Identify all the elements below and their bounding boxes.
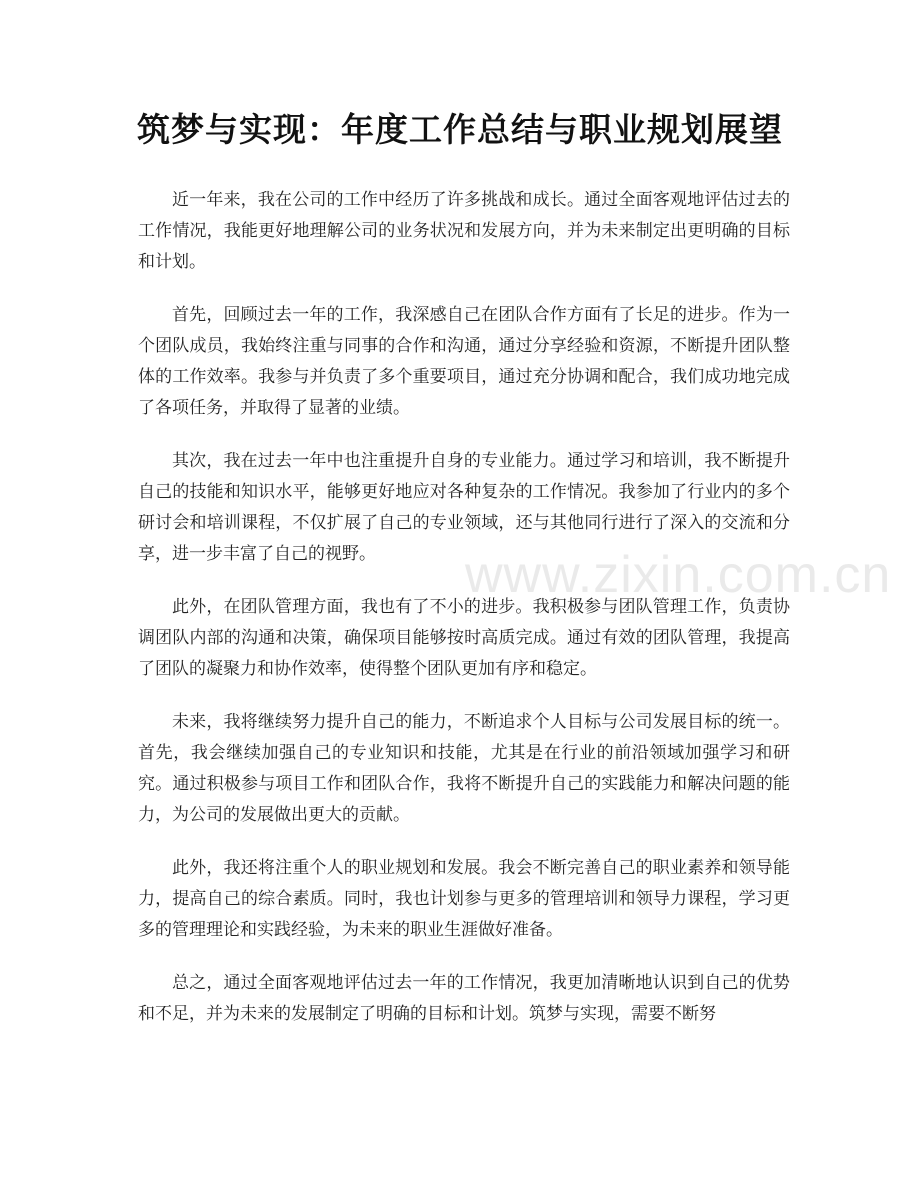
paragraph: 其次，我在过去一年中也注重提升自身的专业能力。通过学习和培训，我不断提升自己的技能和知识水平，能够更好地应对各种复杂的工作情况。我参加了行业内的多个研讨会和培训课程，不仅扩展了自己的专业领域，还与其他同行进行了深入的交流和分享，进一步丰富了自己的视野。 <box>138 451 790 564</box>
page-title: 筑梦与实现：年度工作总结与职业规划展望 <box>137 110 783 149</box>
document-body <box>138 185 790 1052</box>
paragraph: 此外，我还将注重个人的职业规划和发展。我会不断完善自己的职业素养和领导能力，提高自己的综合素质。同时，我也计划参与更多的管理培训和领导力课程，学习更多的管理理论和实践经验，为未来的职业生涯做好准备。 <box>138 858 790 940</box>
watermark: www.zixin.com.cn <box>465 546 892 604</box>
paragraph: 近一年来，我在公司的工作中经历了许多挑战和成长。通过全面客观地评估过去的工作情况，我能更好地理解公司的业务状况和发展方向，并为未来制定出更明确的目标和计划。 <box>138 190 790 272</box>
paragraph: 未来，我将继续努力提升自己的能力，不断追求个人目标与公司发展目标的统一。首先，我会继续加强自己的专业知识和技能，尤其是在行业的前沿领域加强学习和研究。通过积极参与项目工作和团队合作，我将不断提升自己的实践能力和解决问题的能力，为公司的发展做出更大的贡献。 <box>138 712 790 825</box>
paragraph: 首先，回顾过去一年的工作，我深感自己在团队合作方面有了长足的进步。作为一个团队成员，我始终注重与同事的合作和沟通，通过分享经验和资源，不断提升团队整体的工作效率。我参与并负责了多个重要项目，通过充分协调和配合，我们成功地完成了各项任务，并取得了显著的业绩。 <box>138 305 790 418</box>
paragraph: 总之，通过全面客观地评估过去一年的工作情况，我更加清晰地认识到自己的优势和不足，并为未来的发展制定了明确的目标和计划。筑梦与实现，需要不断努 <box>138 973 790 1024</box>
paragraph: 此外，在团队管理方面，我也有了不小的进步。我积极参与团队管理工作，负责协调团队内部的沟通和决策，确保项目能够按时高质完成。通过有效的团队管理，我提高了团队的凝聚力和协作效率，使得整个团队更加有序和稳定。 <box>138 597 790 679</box>
